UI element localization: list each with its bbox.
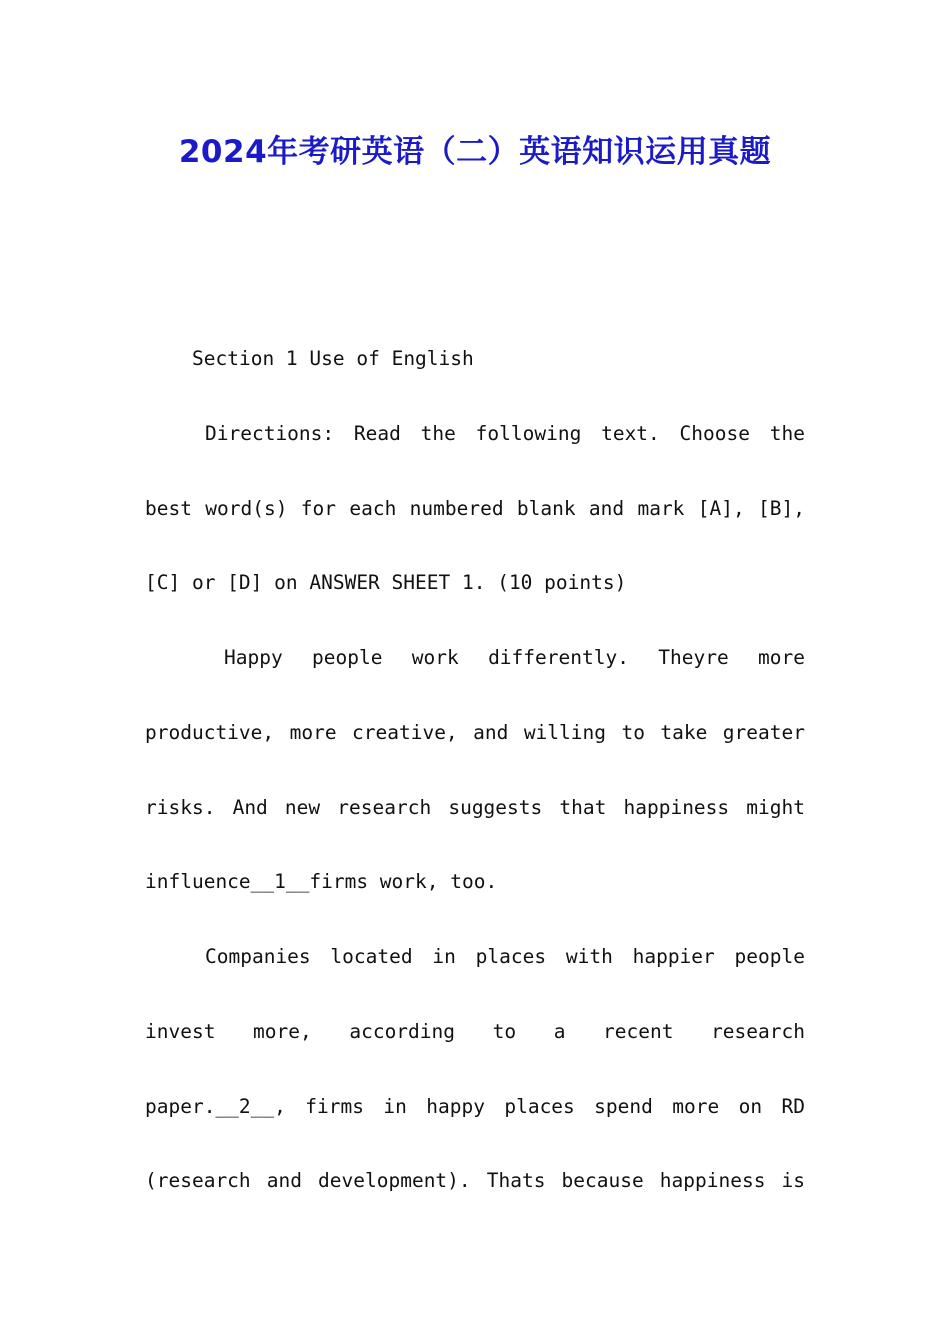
paragraph2-line-4: (research and development). Thats because happiness is	[145, 1169, 805, 1192]
paragraph2-line-2: invest more, according to a recent research	[145, 1020, 805, 1043]
section-heading: Section 1 Use of English	[192, 347, 474, 370]
paragraph1-line-1: Happy people work differently. Theyre more	[224, 646, 805, 669]
paragraph2-line-3: paper.__2__, firms in happy places spend more on RD	[145, 1095, 805, 1118]
document-title: 2024年考研英语（二）英语知识运用真题	[178, 134, 772, 170]
paragraph1-line-2: productive, more creative, and willing to take greater	[145, 721, 805, 744]
paragraph1-line-3: risks. And new research suggests that happiness might	[145, 796, 805, 819]
directions-line-3: [C] or [D] on ANSWER SHEET 1. (10 points)	[145, 571, 627, 594]
directions-line-2: best word(s) for each numbered blank and mark [A], [B],	[145, 497, 805, 520]
paragraph2-line-1: Companies located in places with happier people	[205, 945, 805, 968]
directions-line-1: Directions: Read the following text. Choose the	[205, 422, 805, 445]
paragraph1-line-4: influence__1__firms work, too.	[145, 870, 498, 893]
